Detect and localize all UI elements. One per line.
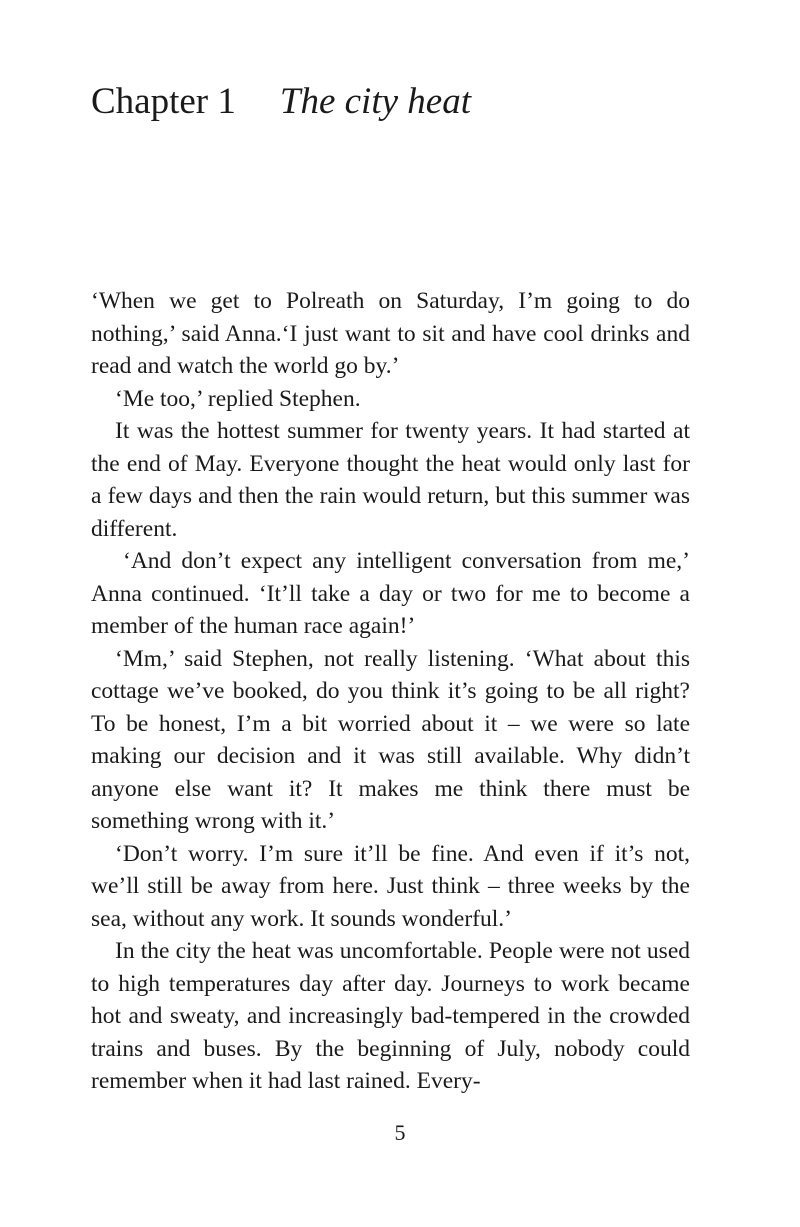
chapter-title: The city heat: [279, 81, 471, 122]
chapter-heading: [91, 78, 471, 126]
chapter-label: Chapter 1: [91, 81, 236, 122]
paragraph-5: ‘Mm,’ said Stephen, not really listening. ‘What about this cottage we’ve booked, do you think it’s going to be all right? To be honest, I’m a bit worried about it – we were so late making our decision and it was still available. Why didn’t anyone else want it? It makes me think there must be something wrong with it.’: [91, 645, 690, 834]
paragraph-3: It was the hottest summer for twenty years. It had started at the end of May. Everyone thought the heat would only last for a few days and then the rain would return, but this summer was different.: [91, 418, 690, 542]
paragraph-1: ‘When we get to Polreath on Saturday, I’m going to do nothing,’ said Anna.‘I just want to sit and have cool drinks and read and watch the world go by.’: [91, 288, 690, 379]
paragraph-7: In the city the heat was uncomfortable. People were not used to high temperatures day after day. Journeys to work became hot and sweaty, and increasingly bad-tempered in the crowded trains and buses. By the beginning of July, nobody could remember when it had last rained. Every-: [91, 938, 690, 1094]
paragraph-6: ‘Don’t worry. I’m sure it’ll be fine. And even if it’s not, we’ll still be away from here. Just think – three weeks by the sea, without any work. It sounds wonderful.’: [91, 840, 690, 932]
paragraph-2: ‘Me too,’ replied Stephen.: [115, 385, 361, 412]
body-text: [91, 285, 690, 1098]
paragraph-4: ‘And don’t expect any intelligent conversation from me,’ Anna continued. ‘It’ll take a day or two for me to become a member of the human race again!’: [91, 548, 690, 639]
page-number: 5: [394, 1120, 406, 1145]
